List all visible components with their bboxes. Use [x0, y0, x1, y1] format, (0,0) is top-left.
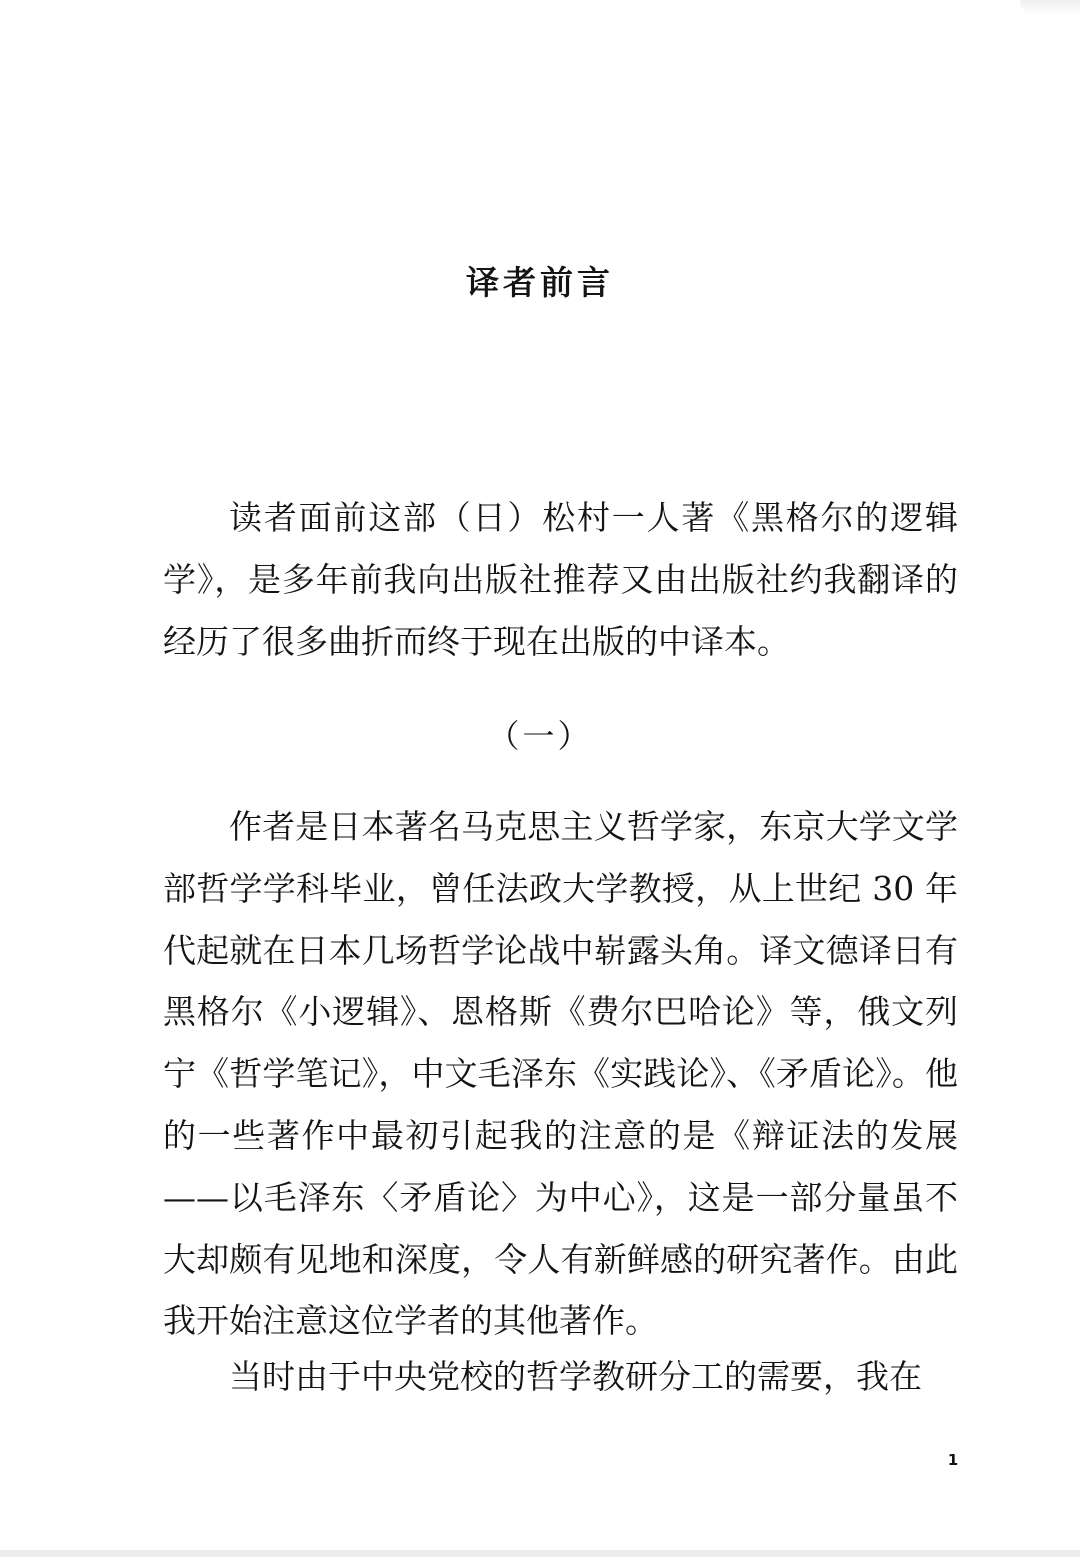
paragraph-author: 作者是日本著名马克思主义哲学家，东京大学文学部哲学学科毕业，曾任法政大学教授，从上世纪 30 年代起就在日本几场哲学论战中崭露头角。译文德译日有黑格尔《小逻辑》、恩格斯《费尔巴哈论》等，俄文列宁《哲学笔记》，中文毛泽东《实践论》、《矛盾论》。他的一些著作中最初引起我的注意的是《辩证法的发展——以毛泽东〈矛盾论〉为中心》，这是一部分量虽不大却颇有见地和深度，令人有新鲜感的研究著作。由此我开始注意这位学者的其他著作。 — [163, 807, 958, 1341]
paragraph-block-author — [163, 796, 958, 1352]
paragraph-continuation: 当时由于中央党校的哲学教研分工的需要，我在 — [229, 1357, 922, 1396]
paragraph-block-intro — [163, 487, 958, 672]
page-bottom-edge — [0, 1550, 1080, 1557]
page-title: 译者前言 — [466, 263, 614, 302]
section-heading: （一） — [487, 717, 593, 755]
page-number: 1 — [947, 1451, 959, 1469]
paragraph-block-continuation — [163, 1346, 958, 1408]
page-corner-shadow — [1020, 0, 1080, 16]
paragraph-intro: 读者面前这部（日）松村一人著《黑格尔的逻辑学》，是多年前我向出版社推荐又由出版社约我翻译的经历了很多曲折而终于现在出版的中译本。 — [163, 498, 958, 661]
